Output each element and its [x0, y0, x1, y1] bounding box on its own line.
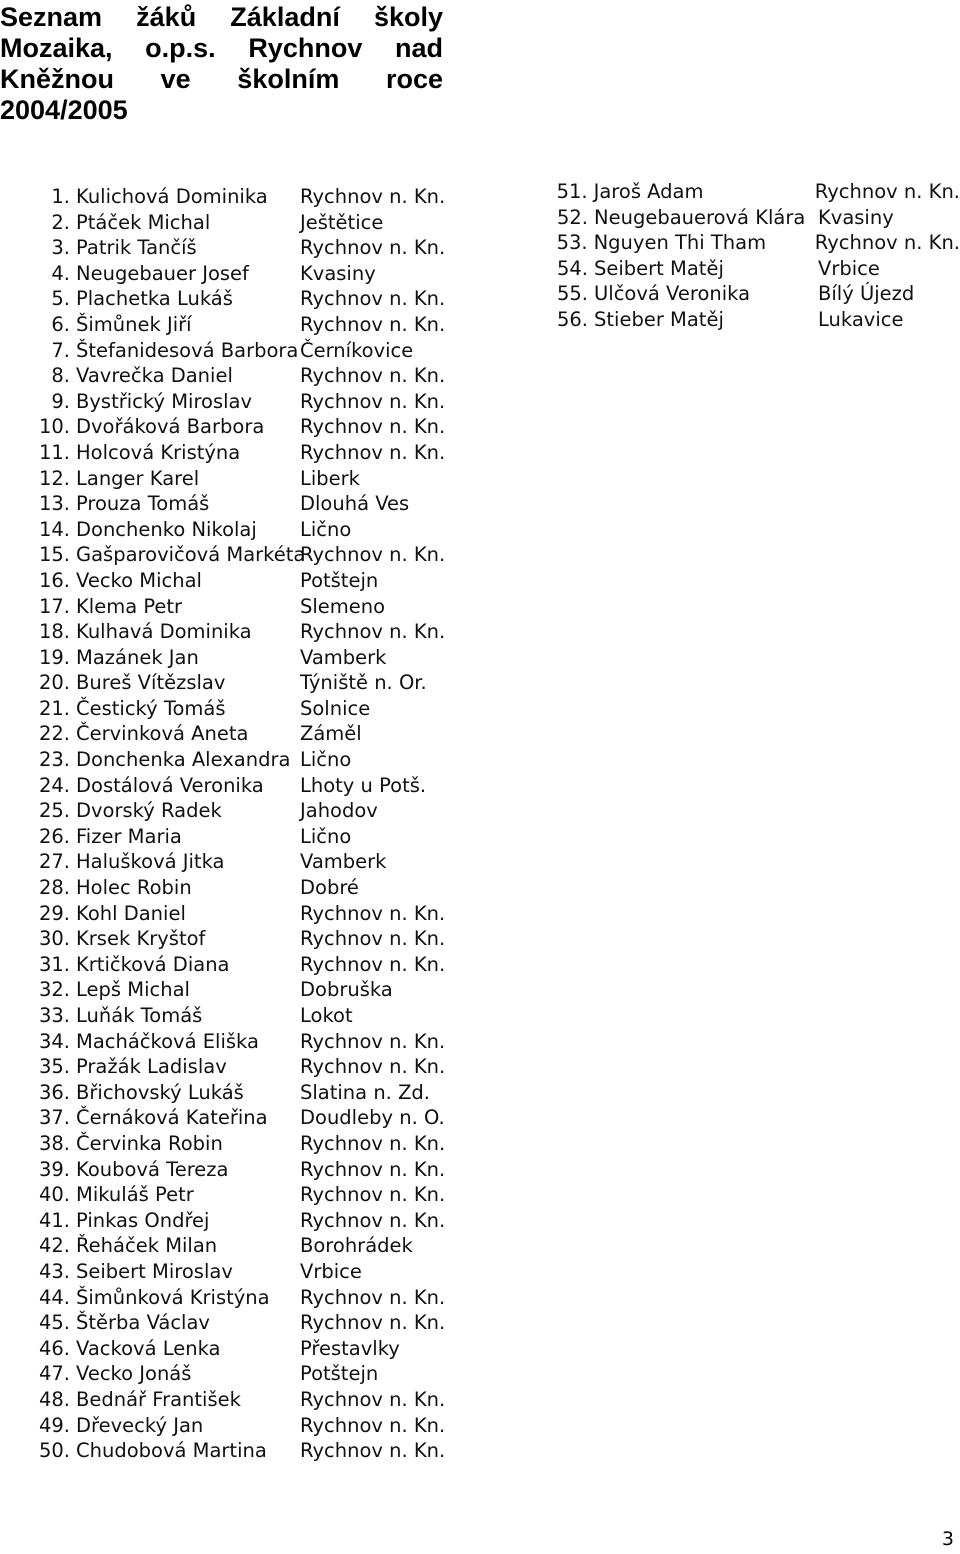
student-residence: Rychnov n. Kn. [300, 952, 446, 976]
title-word: nad [394, 33, 443, 63]
student-row [0, 1054, 545, 1080]
student-row [0, 1310, 545, 1336]
student-name: Dvořáková Barbora [76, 415, 265, 439]
student-number: 4. [51, 261, 70, 285]
student-row [0, 466, 545, 492]
student-row [0, 670, 545, 696]
student-name: Lepš Michal [76, 978, 190, 1002]
student-residence: Rychnov n. Kn. [300, 1387, 446, 1411]
title-line [0, 64, 443, 95]
student-residence: Rychnov n. Kn. [300, 1311, 446, 1335]
student-number: 11. [38, 440, 70, 464]
student-row [0, 1336, 545, 1362]
student-name: Šimůnek Jiří [76, 312, 192, 336]
student-residence: Rychnov n. Kn. [300, 236, 446, 260]
student-residence: Liberk [300, 466, 360, 490]
student-number: 13. [38, 492, 70, 516]
student-number: 32. [38, 978, 70, 1002]
title-word: o.p.s. [145, 33, 216, 63]
student-row [0, 1438, 545, 1464]
student-residence: Potštejn [300, 568, 379, 592]
student-number: 46. [38, 1336, 70, 1360]
student-residence: Kvasiny [818, 205, 894, 229]
student-residence: Rychnov n. Kn. [300, 440, 446, 464]
student-name: Koubová Tereza [76, 1157, 229, 1181]
student-number: 29. [38, 901, 70, 925]
student-number: 34. [38, 1029, 70, 1053]
student-name: Holec Robin [76, 876, 192, 900]
student-name: Bednář František [76, 1387, 241, 1411]
student-number: 39. [38, 1157, 70, 1181]
student-name: Chudobová Martina [76, 1439, 267, 1463]
student-name: Krsek Kryštof [76, 927, 206, 951]
student-name: Pražák Ladislav [76, 1055, 227, 1079]
student-residence: Přestavlky [300, 1336, 400, 1360]
student-name: Macháčková Eliška [76, 1029, 259, 1053]
student-number: 27. [38, 850, 70, 874]
student-residence: Solnice [300, 696, 371, 720]
student-row [0, 1259, 545, 1285]
student-number: 5. [51, 287, 70, 311]
student-number: 15. [38, 543, 70, 567]
student-number: 12. [38, 466, 70, 490]
student-number: 25. [38, 799, 70, 823]
student-row [0, 440, 545, 466]
title-line [0, 33, 443, 64]
student-number: 55. [556, 282, 588, 306]
student-name: Kulhavá Dominika [76, 620, 252, 644]
student-name: Seibert Matěj [594, 256, 724, 280]
student-number: 8. [51, 364, 70, 388]
student-residence: Rychnov n. Kn. [814, 180, 960, 203]
title-word: roce [385, 64, 443, 94]
student-number: 26. [38, 824, 70, 848]
student-residence: Rychnov n. Kn. [300, 1413, 446, 1437]
student-row [0, 491, 545, 517]
student-number: 33. [38, 1004, 70, 1027]
student-row [0, 977, 545, 1003]
student-name: Vecko Jonáš [76, 1362, 192, 1386]
student-row [0, 849, 545, 875]
student-number: 9. [51, 389, 70, 413]
student-name: Mikuláš Petr [76, 1183, 194, 1207]
student-row [0, 645, 545, 671]
student-name: Plachetka Lukáš [76, 287, 233, 311]
title-word: školy [373, 2, 443, 32]
student-number: 19. [38, 645, 70, 669]
student-number: 21. [38, 696, 70, 720]
student-residence: Černíkovice [300, 338, 414, 362]
title-line [0, 2, 443, 33]
student-residence: Rychnov n. Kn. [300, 287, 446, 311]
student-name: Bureš Vítězslav [76, 671, 226, 695]
student-residence: Slemeno [300, 594, 386, 618]
student-row [0, 1003, 545, 1029]
student-number: 43. [38, 1259, 70, 1283]
student-name: Ptáček Michal [76, 210, 211, 234]
student-number: 23. [38, 748, 70, 772]
student-number: 7. [51, 338, 70, 362]
title-word: žáků [136, 2, 197, 32]
student-number: 42. [38, 1234, 70, 1258]
student-name: Vacková Lenka [76, 1336, 221, 1360]
student-row [0, 1029, 545, 1055]
student-residence: Lokot [300, 1004, 353, 1027]
student-number: 17. [38, 594, 70, 618]
student-number: 47. [38, 1362, 70, 1386]
student-number: 31. [38, 952, 70, 976]
student-number: 1. [51, 185, 70, 208]
student-residence: Slatina n. Zd. [300, 1080, 431, 1104]
student-residence: Rychnov n. Kn. [300, 1157, 446, 1181]
student-residence: Bílý Újezd [818, 282, 915, 306]
student-row [0, 926, 545, 952]
student-residence: Rychnov n. Kn. [300, 1055, 446, 1079]
student-name: Holcová Kristýna [76, 440, 241, 464]
student-name: Gašparovičová Markéta [76, 543, 306, 567]
student-number: 52. [556, 205, 588, 229]
student-residence: Lično [300, 748, 352, 772]
student-number: 51. [556, 180, 588, 203]
student-residence: Záměl [300, 722, 362, 746]
student-row [556, 256, 960, 282]
student-name: Břichovský Lukáš [76, 1080, 244, 1104]
student-row [0, 286, 545, 312]
student-residence: Vrbice [300, 1259, 362, 1283]
student-name: Červinková Aneta [76, 722, 249, 746]
student-name: Pinkas Ondřej [76, 1208, 210, 1232]
student-name: Štěrba Václav [76, 1311, 210, 1335]
student-number: 6. [51, 312, 70, 336]
student-number: 22. [38, 722, 70, 746]
student-row [0, 619, 545, 645]
student-row [0, 952, 545, 978]
student-row [556, 205, 960, 231]
title-word: Základní [230, 2, 340, 32]
student-number: 50. [38, 1439, 70, 1463]
student-name: Seibert Miroslav [76, 1259, 233, 1283]
student-row [0, 875, 545, 901]
student-row [0, 312, 545, 338]
student-name: Halušková Jitka [76, 850, 225, 874]
student-name: Langer Karel [76, 466, 200, 490]
student-number: 38. [38, 1131, 70, 1155]
student-residence: Rychnov n. Kn. [300, 1285, 446, 1309]
student-name: Neugebauer Josef [76, 261, 249, 285]
student-row [0, 1080, 545, 1106]
student-number: 45. [38, 1311, 70, 1335]
student-name: Jaroš Adam [593, 180, 704, 203]
student-residence: Lhoty u Potš. [300, 773, 427, 797]
student-number: 24. [38, 773, 70, 797]
student-row [0, 1131, 545, 1157]
student-row [0, 1233, 545, 1259]
student-row [0, 1157, 545, 1183]
student-row [0, 414, 545, 440]
student-residence: Rychnov n. Kn. [300, 543, 446, 567]
student-name: Dřevecký Jan [76, 1413, 204, 1437]
student-residence: Rychnov n. Kn. [814, 231, 960, 255]
student-number: 18. [38, 620, 70, 644]
student-row [556, 307, 960, 333]
title-word: Mozaika, [0, 33, 113, 63]
student-row [0, 1285, 545, 1311]
student-row [0, 363, 545, 389]
student-number: 37. [38, 1106, 70, 1130]
student-row [0, 542, 545, 568]
student-name: Bystřický Miroslav [76, 389, 253, 413]
student-row [0, 773, 545, 799]
student-name: Dvorský Radek [76, 799, 222, 823]
student-name: Šimůnková Kristýna [76, 1285, 270, 1309]
page-number: 3 [941, 1528, 954, 1550]
student-residence: Lukavice [818, 307, 904, 331]
student-number: 16. [38, 568, 70, 592]
title-word: 2004/2005 [0, 95, 128, 125]
student-name: Prouza Tomáš [76, 492, 210, 516]
student-row [556, 281, 960, 307]
student-residence: Lično [300, 517, 352, 541]
student-residence: Týniště n. Or. [300, 671, 427, 695]
student-name: Mazánek Jan [76, 645, 199, 669]
student-name: Vecko Michal [76, 568, 202, 592]
student-name: Luňák Tomáš [76, 1004, 203, 1027]
student-number: 53. [556, 231, 588, 255]
student-residence: Rychnov n. Kn. [300, 389, 446, 413]
student-number: 54. [556, 256, 588, 280]
title-word: školním [237, 64, 340, 94]
student-row [0, 696, 545, 722]
student-number: 56. [556, 307, 588, 331]
title-word: Rychnov [248, 33, 363, 63]
student-name: Řeháček Milan [76, 1234, 218, 1258]
student-number: 40. [38, 1183, 70, 1207]
student-residence: Rychnov n. Kn. [300, 901, 446, 925]
student-number: 49. [38, 1413, 70, 1437]
student-name: Klema Petr [76, 594, 183, 618]
student-residence: Rychnov n. Kn. [300, 1208, 446, 1232]
student-residence: Rychnov n. Kn. [300, 1183, 446, 1207]
student-residence: Vamberk [300, 645, 387, 669]
student-row [0, 261, 545, 287]
student-residence: Jahodov [300, 799, 378, 823]
student-row [0, 901, 545, 927]
student-residence: Lično [300, 824, 352, 848]
student-residence: Rychnov n. Kn. [300, 1029, 446, 1053]
student-list-right [556, 179, 960, 333]
student-name: Patrik Tančíš [76, 236, 197, 260]
student-row [0, 517, 545, 543]
student-row [0, 1413, 545, 1439]
student-number: 10. [38, 415, 70, 439]
student-row [0, 721, 545, 747]
title-word: ve [160, 64, 191, 94]
student-number: 36. [38, 1080, 70, 1104]
student-name: Štefanidesová Barbora [76, 338, 299, 362]
student-name: Donchenka Alexandra [76, 748, 291, 772]
student-residence: Kvasiny [300, 261, 376, 285]
student-name: Krtičková Diana [76, 952, 230, 976]
student-row [0, 568, 545, 594]
student-row [0, 184, 545, 210]
student-number: 41. [38, 1208, 70, 1232]
student-residence: Dobré [300, 876, 359, 900]
student-row [0, 1387, 545, 1413]
student-residence: Rychnov n. Kn. [300, 185, 446, 208]
student-name: Nguyen Thi Tham [593, 231, 767, 255]
student-row [0, 1361, 545, 1387]
student-residence: Vamberk [300, 850, 387, 874]
student-name: Kohl Daniel [76, 901, 186, 925]
student-row [0, 1105, 545, 1131]
student-name: Vavrečka Daniel [76, 364, 233, 388]
student-list-left [0, 184, 545, 1464]
student-name: Ulčová Veronika [594, 282, 751, 306]
student-residence: Rychnov n. Kn. [300, 312, 446, 336]
student-name: Čestický Tomáš [76, 696, 226, 720]
student-name: Červinka Robin [76, 1131, 223, 1155]
student-row [0, 1208, 545, 1234]
student-row [556, 179, 960, 205]
student-residence: Borohrádek [300, 1234, 413, 1258]
document-title [0, 2, 443, 126]
student-row [0, 824, 545, 850]
student-row [0, 798, 545, 824]
student-row [0, 389, 545, 415]
student-row [0, 210, 545, 236]
student-residence: Rychnov n. Kn. [300, 415, 446, 439]
student-row [0, 1182, 545, 1208]
student-row [0, 747, 545, 773]
student-residence: Vrbice [818, 256, 880, 280]
student-number: 20. [38, 671, 70, 695]
student-residence: Potštejn [300, 1362, 379, 1386]
student-residence: Rychnov n. Kn. [300, 1439, 446, 1463]
student-number: 35. [38, 1055, 70, 1079]
student-residence: Rychnov n. Kn. [300, 927, 446, 951]
student-residence: Dlouhá Ves [300, 492, 410, 516]
student-residence: Ještětice [300, 210, 384, 234]
student-name: Stieber Matěj [594, 307, 724, 331]
student-residence: Doudleby n. O. [300, 1106, 445, 1130]
student-number: 30. [38, 927, 70, 951]
student-name: Dostálová Veronika [76, 773, 264, 797]
student-number: 3. [51, 236, 70, 260]
student-name: Černáková Kateřina [76, 1106, 268, 1130]
student-number: 28. [38, 876, 70, 900]
student-row [556, 230, 960, 256]
student-number: 48. [38, 1387, 70, 1411]
title-word: Kněžnou [0, 64, 114, 94]
student-residence: Dobruška [300, 978, 393, 1002]
student-row [0, 594, 545, 620]
student-name: Neugebauerová Klára [594, 205, 806, 229]
student-name: Donchenko Nikolaj [76, 517, 257, 541]
student-row [0, 338, 545, 364]
student-row [0, 235, 545, 261]
student-residence: Rychnov n. Kn. [300, 364, 446, 388]
student-number: 44. [38, 1285, 70, 1309]
title-word: Seznam [0, 2, 103, 32]
student-number: 2. [51, 210, 70, 234]
student-number: 14. [38, 517, 70, 541]
student-residence: Rychnov n. Kn. [300, 1131, 446, 1155]
student-residence: Rychnov n. Kn. [300, 620, 446, 644]
title-line [0, 95, 443, 126]
student-name: Kulichová Dominika [76, 185, 268, 208]
student-name: Fizer Maria [76, 824, 182, 848]
